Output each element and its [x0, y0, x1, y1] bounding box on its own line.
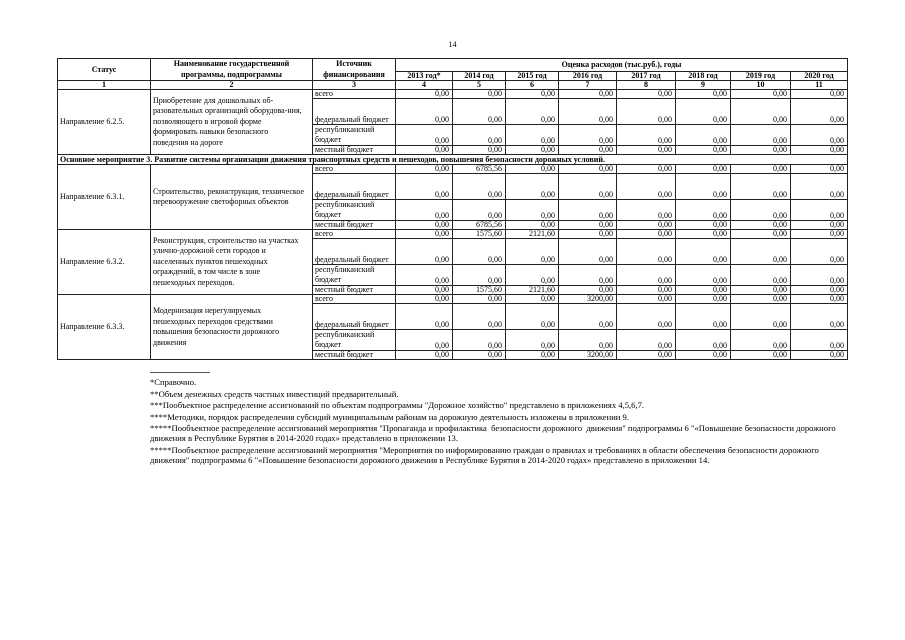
amount-cell: 0,00 [676, 165, 731, 174]
header-column-numbers-row [58, 81, 848, 90]
funding-source: всего [313, 165, 396, 174]
program-name-line: Приобретение для дошкольных об- [153, 95, 274, 105]
header-program-name [151, 59, 313, 81]
footnote-line: движения" подпрограммы 6 "«Повышение безопасности дорожного движения в Республике Бурятия в 2014-2020 годах» представлено в приложении 14. [150, 454, 710, 465]
section-row [58, 155, 848, 165]
funding-source: местный бюджет [313, 221, 396, 230]
amount-cell: 0,00 [676, 146, 731, 155]
program-name [151, 230, 313, 295]
amount-cell: 0,00 [791, 265, 848, 286]
amount-cell: 0,00 [453, 304, 506, 330]
amount-cell: 0,00 [731, 125, 791, 146]
amount-cell: 0,00 [676, 351, 731, 360]
amount-cell: 0,00 [617, 174, 676, 200]
amount-cell: 0,00 [559, 330, 617, 351]
amount-cell: 0,00 [676, 239, 731, 265]
year-header: 2015 год [506, 71, 559, 80]
amount-cell: 0,00 [453, 146, 506, 155]
footnote-separator [150, 372, 210, 373]
header-expense-estimate: Оценка расходов (тыс.руб.), годы [396, 59, 848, 72]
amount-cell: 0,00 [791, 221, 848, 230]
amount-cell: 0,00 [731, 351, 791, 360]
funding-source: федеральный бюджет [313, 239, 396, 265]
amount-cell: 0,00 [791, 165, 848, 174]
amount-cell: 0,00 [617, 125, 676, 146]
direction-status: Направление 6.3.2. [58, 230, 151, 295]
amount-cell: 0,00 [396, 330, 453, 351]
program-name-line: поведения на дороге [153, 137, 223, 147]
program-name-line: повышения безопасности дорожного [153, 327, 280, 336]
amount-cell: 0,00 [791, 125, 848, 146]
amount-cell: 0,00 [731, 304, 791, 330]
header-funding-source [313, 59, 396, 81]
amount-cell: 0,00 [396, 295, 453, 304]
amount-cell: 0,00 [506, 165, 559, 174]
amount-cell: 0,00 [453, 125, 506, 146]
program-name-line: ограждений, в том числе в зоне [153, 267, 261, 277]
footnote [150, 445, 850, 465]
section-title: Основное мероприятие 3. Развитие системы организации движения транспортных средств и пешеходов, повышения безопасности дорожных условий. [58, 155, 848, 165]
amount-cell: 0,00 [506, 200, 559, 221]
amount-cell: 0,00 [731, 330, 791, 351]
amount-cell: 0,00 [676, 125, 731, 146]
funding-source: местный бюджет [313, 146, 396, 155]
footnote [150, 423, 850, 443]
amount-cell: 0,00 [617, 165, 676, 174]
program-name-line: движения [153, 337, 187, 347]
amount-cell: 0,00 [559, 230, 617, 239]
amount-cell: 0,00 [506, 304, 559, 330]
amount-cell: 0,00 [791, 200, 848, 221]
amount-cell: 0,00 [559, 146, 617, 155]
footnote [150, 377, 850, 387]
amount-cell: 0,00 [791, 330, 848, 351]
amount-cell: 0,00 [731, 286, 791, 295]
funding-source: всего [313, 295, 396, 304]
amount-cell: 6785,56 [453, 221, 506, 230]
amount-cell: 0,00 [506, 330, 559, 351]
amount-cell: 0,00 [506, 125, 559, 146]
amount-cell: 0,00 [676, 304, 731, 330]
amount-cell: 0,00 [506, 146, 559, 155]
amount-cell: 0,00 [617, 146, 676, 155]
funding-source: всего [313, 230, 396, 239]
year-header: 2018 год [676, 71, 731, 80]
amount-cell: 0,00 [396, 125, 453, 146]
amount-cell: 0,00 [559, 286, 617, 295]
amount-cell: 0,00 [453, 239, 506, 265]
amount-cell: 0,00 [396, 304, 453, 330]
amount-cell: 0,00 [559, 174, 617, 200]
amount-cell: 0,00 [731, 174, 791, 200]
amount-cell: 0,00 [676, 174, 731, 200]
amount-cell: 0,00 [506, 351, 559, 360]
amount-cell: 0,00 [617, 239, 676, 265]
year-header: 2020 год [791, 71, 848, 80]
column-number: 3 [313, 81, 396, 90]
year-header: 2016 год [559, 71, 617, 80]
amount-cell: 0,00 [791, 230, 848, 239]
row-total [58, 90, 848, 99]
amount-cell: 0,00 [396, 90, 453, 99]
footnote [150, 389, 850, 399]
amount-cell: 0,00 [791, 90, 848, 99]
amount-cell: 0,00 [506, 221, 559, 230]
amount-cell: 0,00 [676, 90, 731, 99]
program-name-line: разовательных организаций оборудова-ния, [153, 106, 302, 116]
amount-cell: 0,00 [731, 146, 791, 155]
amount-cell: 0,00 [506, 295, 559, 304]
amount-cell: 0,00 [559, 304, 617, 330]
funding-source: федеральный бюджет [313, 174, 396, 200]
header-status: Статус [58, 59, 151, 81]
funding-source: местный бюджет [313, 286, 396, 295]
amount-cell: 0,00 [506, 265, 559, 286]
amount-cell: 0,00 [396, 286, 453, 295]
footnote-line: *****Пообъектное распределение ассигнований мероприятия "Мероприятия по информированию граждан о правилах и требованиях в области обеспечения безопасности дорожного [150, 444, 819, 455]
amount-cell: 0,00 [791, 295, 848, 304]
footnote-line: ****Методики, порядок распределения субсидий муниципальным районам на дорожную деятельность изложены в приложении 9. [150, 411, 629, 422]
amount-cell: 0,00 [617, 200, 676, 221]
amount-cell: 0,00 [791, 146, 848, 155]
amount-cell: 0,00 [453, 200, 506, 221]
program-name-line: Реконструкция, строительство на участках [153, 235, 299, 245]
amount-cell: 0,00 [676, 265, 731, 286]
amount-cell: 0,00 [617, 330, 676, 351]
amount-cell: 1575,60 [453, 230, 506, 239]
amount-cell: 0,00 [676, 99, 731, 125]
amount-cell: 0,00 [791, 239, 848, 265]
funding-source: местный бюджет [313, 351, 396, 360]
amount-cell: 0,00 [617, 304, 676, 330]
program-name-line: Строительство, реконструкция, техническое [153, 186, 304, 196]
amount-cell: 0,00 [676, 221, 731, 230]
direction-status: Направление 6.2.5. [58, 90, 151, 155]
amount-cell: 3200,00 [559, 295, 617, 304]
column-number: 4 [396, 81, 453, 90]
amount-cell: 0,00 [559, 90, 617, 99]
footnote-line: *****Пообъектное распределение ассигнований мероприятия "Пропаганда и профилактика безопасности дорожного движения" подпрограммы 6 "«Повышение безопасности дорожного [150, 423, 836, 434]
program-name-line: позволяющего в игровой форме [153, 116, 262, 126]
funding-source: республиканский бюджет [313, 330, 396, 351]
amount-cell: 0,00 [617, 351, 676, 360]
column-number: 9 [676, 81, 731, 90]
amount-cell: 0,00 [617, 99, 676, 125]
header-funding-source-line: финансирования [323, 69, 385, 79]
amount-cell: 0,00 [617, 295, 676, 304]
amount-cell: 0,00 [676, 295, 731, 304]
amount-cell: 0,00 [617, 221, 676, 230]
year-header: 2019 год [731, 71, 791, 80]
amount-cell: 0,00 [396, 200, 453, 221]
amount-cell: 0,00 [791, 351, 848, 360]
amount-cell: 0,00 [506, 99, 559, 125]
amount-cell: 6785,56 [453, 165, 506, 174]
footnote-line: движения в Республике Бурятия в 2014-2020 годах» представлено в приложении 13. [150, 433, 458, 444]
amount-cell: 0,00 [506, 90, 559, 99]
amount-cell: 0,00 [559, 221, 617, 230]
amount-cell: 0,00 [396, 265, 453, 286]
page-number: 14 [448, 40, 457, 49]
amount-cell: 0,00 [791, 286, 848, 295]
amount-cell: 0,00 [791, 99, 848, 125]
year-header: 2013 год* [396, 71, 453, 80]
amount-cell: 0,00 [396, 146, 453, 155]
amount-cell: 2121,60 [506, 230, 559, 239]
amount-cell: 0,00 [396, 165, 453, 174]
column-number: 6 [506, 81, 559, 90]
amount-cell: 0,00 [453, 265, 506, 286]
amount-cell: 0,00 [731, 239, 791, 265]
amount-cell: 0,00 [731, 90, 791, 99]
amount-cell: 0,00 [731, 295, 791, 304]
amount-cell: 0,00 [731, 265, 791, 286]
amount-cell: 0,00 [617, 90, 676, 99]
amount-cell: 0,00 [617, 286, 676, 295]
amount-cell: 0,00 [453, 295, 506, 304]
amount-cell: 0,00 [617, 265, 676, 286]
column-number: 7 [559, 81, 617, 90]
table-body [58, 90, 848, 360]
amount-cell: 0,00 [453, 90, 506, 99]
amount-cell: 0,00 [506, 174, 559, 200]
amount-cell: 0,00 [396, 351, 453, 360]
amount-cell: 0,00 [559, 200, 617, 221]
amount-cell: 2121,60 [506, 286, 559, 295]
footnote-line: ***Пообъектное распределение ассигнований по объектам подпрограммы "Дорожное хозяйство" представлено в приложениях 4,5,6,7. [150, 400, 645, 411]
expenditure-table [57, 58, 848, 360]
footnote-line: **Объем денежных средств частных инвестиций предварительный. [150, 388, 399, 399]
footnote [150, 412, 850, 422]
amount-cell: 0,00 [617, 230, 676, 239]
direction-status: Направление 6.3.3. [58, 295, 151, 360]
amount-cell: 0,00 [676, 330, 731, 351]
footnotes [150, 377, 850, 467]
program-name-line: пешеходных переходов средствами [153, 316, 273, 326]
amount-cell: 0,00 [453, 99, 506, 125]
column-number: 1 [58, 81, 151, 90]
program-name-line: формировать навыки безопасного [153, 127, 269, 137]
amount-cell: 0,00 [453, 351, 506, 360]
column-number: 5 [453, 81, 506, 90]
row-total [58, 230, 848, 239]
amount-cell: 3200,00 [559, 351, 617, 360]
program-name-line: пешеходных переходов. [153, 277, 235, 287]
program-name-line: населенных пунктов пешеходных [153, 256, 268, 266]
program-name [151, 295, 313, 360]
amount-cell: 0,00 [453, 330, 506, 351]
column-number: 10 [731, 81, 791, 90]
header-funding-source-line: Источник [336, 59, 372, 68]
header-row [58, 59, 848, 72]
amount-cell: 0,00 [559, 125, 617, 146]
amount-cell: 0,00 [676, 200, 731, 221]
amount-cell: 0,00 [731, 221, 791, 230]
amount-cell: 0,00 [559, 265, 617, 286]
program-name-line: улично-дорожной сети городов и [153, 246, 266, 256]
direction-status: Направление 6.3.1. [58, 165, 151, 230]
amount-cell: 0,00 [676, 230, 731, 239]
amount-cell: 0,00 [559, 99, 617, 125]
amount-cell: 0,00 [791, 304, 848, 330]
year-header: 2017 год [617, 71, 676, 80]
amount-cell: 0,00 [396, 239, 453, 265]
footnote [150, 400, 850, 410]
funding-source: федеральный бюджет [313, 304, 396, 330]
amount-cell: 0,00 [453, 174, 506, 200]
column-number: 2 [151, 81, 313, 90]
amount-cell: 0,00 [731, 165, 791, 174]
amount-cell: 0,00 [396, 230, 453, 239]
program-name [151, 165, 313, 230]
footnote-line: *Справочно. [150, 377, 197, 387]
program-name-line: Модернизация нерегулируемых [153, 306, 262, 315]
amount-cell: 0,00 [396, 221, 453, 230]
amount-cell: 0,00 [731, 200, 791, 221]
header-program-name-line: программы, подпрограммы [181, 69, 282, 79]
amount-cell: 0,00 [559, 239, 617, 265]
table-header [58, 59, 848, 90]
amount-cell: 0,00 [396, 99, 453, 125]
row-total [58, 295, 848, 304]
program-name-line: перевооружение светофорных объектов [153, 197, 289, 206]
funding-source: республиканский бюджет [313, 200, 396, 221]
amount-cell: 0,00 [396, 174, 453, 200]
amount-cell: 0,00 [731, 230, 791, 239]
funding-source: всего [313, 90, 396, 99]
funding-source: федеральный бюджет [313, 99, 396, 125]
row-total [58, 165, 848, 174]
amount-cell: 0,00 [559, 165, 617, 174]
amount-cell: 1575,60 [453, 286, 506, 295]
header-program-name-line: Наименование государственной [173, 59, 290, 68]
amount-cell: 0,00 [791, 174, 848, 200]
amount-cell: 0,00 [506, 239, 559, 265]
funding-source: республиканский бюджет [313, 265, 396, 286]
funding-source: республиканский бюджет [313, 125, 396, 146]
year-header: 2014 год [453, 71, 506, 80]
column-number: 11 [791, 81, 848, 90]
amount-cell: 0,00 [676, 286, 731, 295]
program-name [151, 90, 313, 155]
column-number: 8 [617, 81, 676, 90]
amount-cell: 0,00 [731, 99, 791, 125]
